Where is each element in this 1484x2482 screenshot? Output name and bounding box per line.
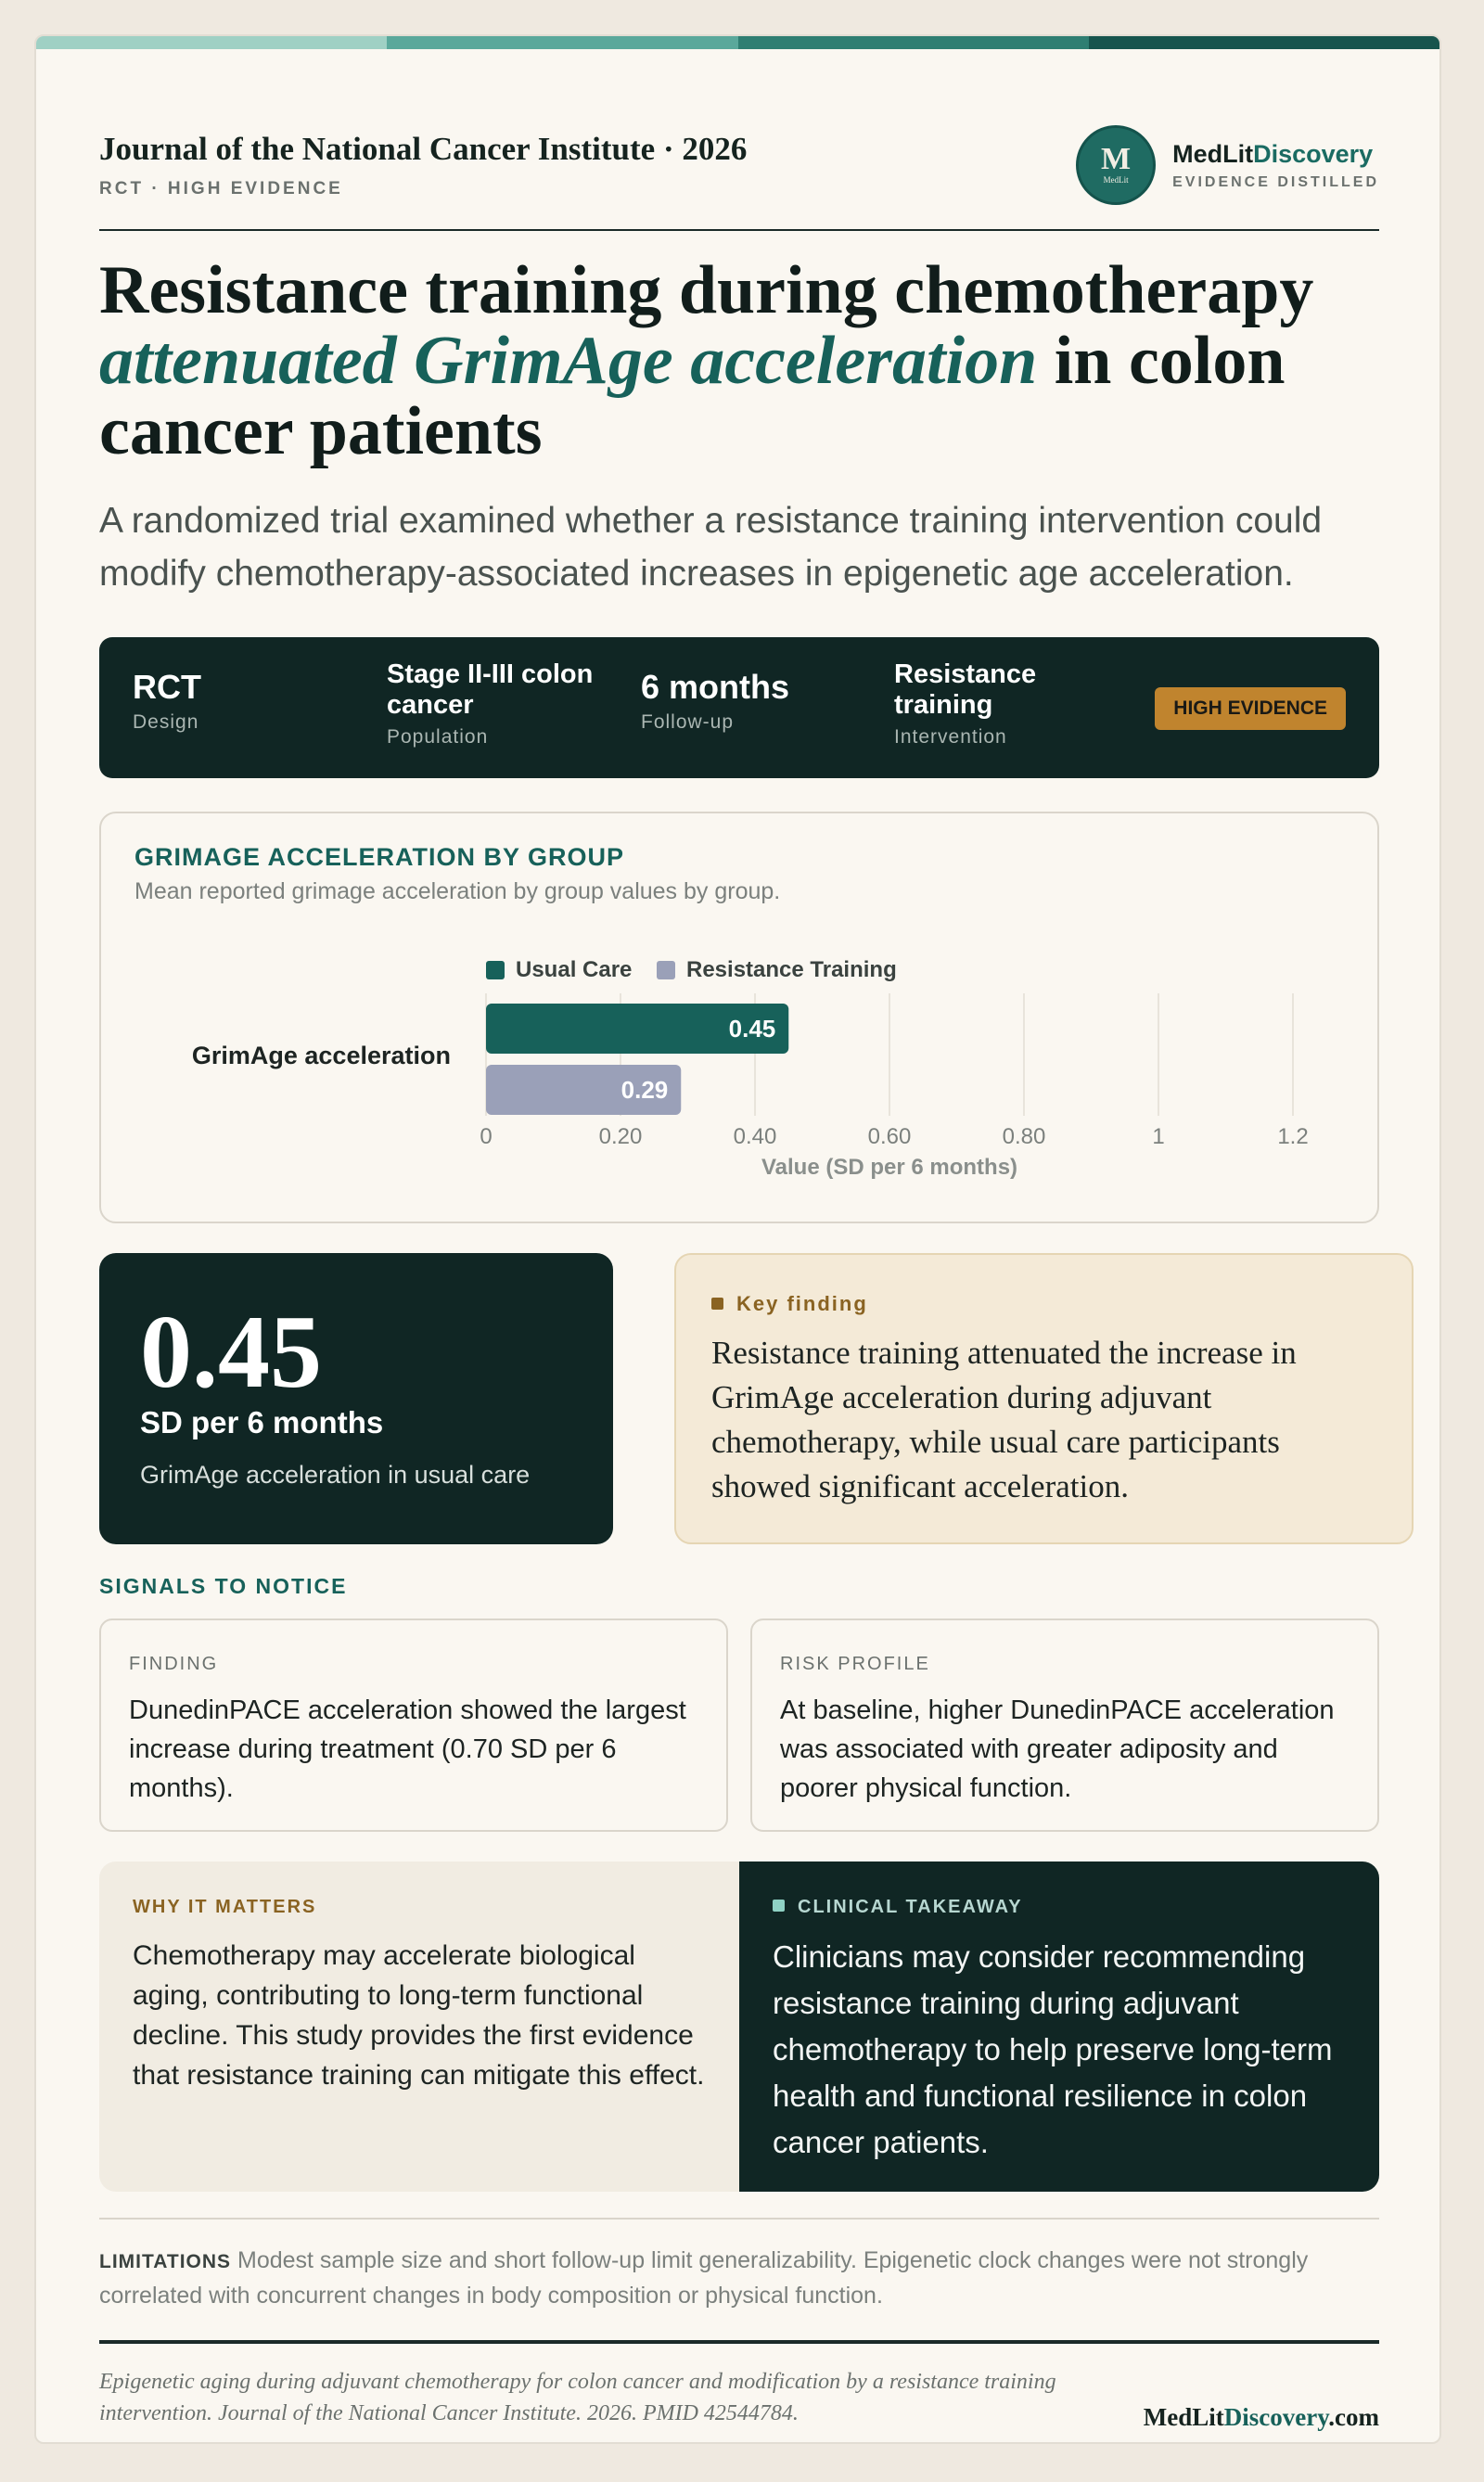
signals-heading: SIGNALS TO NOTICE bbox=[99, 1574, 348, 1598]
signal-card-risk-profile bbox=[750, 1618, 1379, 1832]
logo-letter: M bbox=[1101, 142, 1132, 176]
brand-subtitle: EVIDENCE DISTILLED bbox=[1172, 173, 1379, 190]
chart-title: GRIMAGE ACCELERATION BY GROUP bbox=[134, 843, 625, 871]
infographic-card bbox=[34, 34, 1441, 2444]
meta-followup-label: Follow-up bbox=[641, 711, 735, 733]
limitations-label: LIMITATIONS bbox=[99, 2251, 232, 2272]
stat-card bbox=[99, 1253, 613, 1544]
legend-label: Resistance Training bbox=[686, 957, 897, 982]
why-takeaway-panel bbox=[99, 1862, 1379, 2192]
footer-brand-c: .com bbox=[1328, 2403, 1379, 2431]
study-meta-bar bbox=[99, 637, 1379, 778]
meta-population-label: Population bbox=[387, 726, 489, 748]
x-axis-label: Value (SD per 6 months) bbox=[761, 1155, 1018, 1180]
signal-label: FINDING bbox=[129, 1654, 219, 1674]
medlit-logo-icon bbox=[1076, 125, 1156, 205]
key-finding-card bbox=[674, 1253, 1414, 1544]
footer-brand bbox=[1144, 2403, 1379, 2432]
footer-brand-a: MedLit bbox=[1143, 2403, 1224, 2431]
topbar-segment-4 bbox=[1089, 36, 1439, 49]
x-tick-label: 0.60 bbox=[867, 1124, 912, 1149]
meta-intervention bbox=[894, 659, 1107, 748]
journal-name: Journal of the National Cancer Institute · 2026 bbox=[99, 131, 748, 167]
top-color-bar bbox=[36, 36, 1439, 49]
brand-name bbox=[1172, 140, 1379, 169]
meta-followup bbox=[641, 659, 873, 734]
citation: Epigenetic aging during adjuvant chemotherapy for colon cancer and modification by a resistance training intervention. Journal of the National Cancer Institute. 2026. PMID 42544784. bbox=[99, 2370, 1056, 2425]
headline bbox=[99, 252, 1379, 469]
bar-data-label: 0.29 bbox=[620, 1076, 669, 1104]
signal-text: At baseline, higher DunedinPACE acceleration was associated with greater adiposity and poorer physical function. bbox=[780, 1695, 1335, 1803]
limitations-text: Modest sample size and short follow-up limit generalizability. Epigenetic clock changes were not strongly correlated with concurrent changes in body composition or physical function. bbox=[99, 2247, 1309, 2309]
limitations bbox=[99, 2218, 1379, 2312]
x-tick-label: 0.20 bbox=[598, 1124, 643, 1149]
header bbox=[99, 92, 1379, 231]
meta-design-value: RCT bbox=[133, 668, 201, 706]
headline-part-2: in colon cancer patients bbox=[99, 323, 1286, 469]
meta-intervention-value: Resistance training bbox=[894, 659, 1037, 720]
evidence-tagline: RCT · HIGH EVIDENCE bbox=[99, 179, 343, 198]
signal-label: RISK PROFILE bbox=[780, 1654, 930, 1674]
key-finding-text: Resistance training attenuated the increase in GrimAge acceleration during adjuvant chemotherapy, while usual care participants showed significant acceleration. bbox=[711, 1335, 1297, 1504]
evidence-badge: HIGH EVIDENCE bbox=[1155, 687, 1346, 730]
subtitle: A randomized trial examined whether a resistance training intervention could modify chemotherapy-associated increases in epigenetic age acceleration. bbox=[99, 501, 1323, 594]
why-text: Chemotherapy may accelerate biological aging, contributing to long-term functional decline. This study provides the first evidence that resistance training can mitigate this effect. bbox=[133, 1940, 705, 2091]
takeaway-label: CLINICAL TAKEAWAY bbox=[773, 1897, 1023, 1918]
legend-swatch bbox=[486, 961, 505, 979]
why-label: WHY IT MATTERS bbox=[133, 1897, 317, 1917]
key-finding-label: Key finding bbox=[711, 1292, 868, 1316]
x-tick-label: 0.80 bbox=[1002, 1124, 1046, 1149]
topbar-segment-1 bbox=[36, 36, 387, 49]
stat-value: 0.45 bbox=[140, 1295, 322, 1410]
clinical-takeaway bbox=[739, 1862, 1379, 2192]
meta-followup-value: 6 months bbox=[641, 668, 790, 706]
footer bbox=[99, 2340, 1379, 2433]
topbar-segment-2 bbox=[387, 36, 737, 49]
why-it-matters bbox=[99, 1862, 739, 2192]
meta-design bbox=[133, 659, 365, 734]
stat-unit: SD per 6 months bbox=[140, 1405, 384, 1439]
x-tick-label: 0 bbox=[480, 1124, 493, 1149]
brand-block bbox=[1076, 125, 1379, 205]
legend-swatch bbox=[657, 961, 675, 979]
logo-small-text: MedLit bbox=[1103, 175, 1129, 185]
chart-subtitle: Mean reported grimage acceleration by group values by group. bbox=[134, 878, 781, 904]
headline-part-1: Resistance training during chemotherapy bbox=[99, 252, 1314, 328]
stat-description: GrimAge acceleration in usual care bbox=[140, 1461, 531, 1489]
x-tick-label: 1 bbox=[1152, 1124, 1165, 1149]
brand-name-b: Discovery bbox=[1253, 139, 1374, 168]
brand-name-a: MedLit bbox=[1172, 139, 1254, 168]
x-tick-label: 0.40 bbox=[733, 1124, 777, 1149]
meta-intervention-label: Intervention bbox=[894, 726, 1007, 748]
category-label: GrimAge acceleration bbox=[191, 1042, 451, 1069]
footer-brand-b: Discovery bbox=[1223, 2403, 1329, 2431]
bar-data-label: 0.45 bbox=[728, 1015, 776, 1043]
takeaway-text: Clinicians may consider recommending resistance training during adjuvant chemotherapy to help preserve long-term health and functional resilience in colon cancer patients. bbox=[773, 1939, 1333, 2159]
x-tick-label: 1.2 bbox=[1277, 1124, 1309, 1149]
bar-chart bbox=[101, 813, 1377, 1222]
signal-text: DunedinPACE acceleration showed the largest increase during treatment (0.70 SD per 6 months). bbox=[129, 1695, 686, 1803]
signal-card-finding bbox=[99, 1618, 728, 1832]
chart-panel bbox=[99, 812, 1379, 1223]
headline-highlight: attenuated GrimAge acceleration bbox=[99, 323, 1038, 399]
topbar-segment-3 bbox=[738, 36, 1089, 49]
meta-population-value: Stage II-III colon cancer bbox=[387, 659, 594, 720]
meta-design-label: Design bbox=[133, 711, 199, 733]
legend-label: Usual Care bbox=[516, 957, 633, 982]
meta-population bbox=[387, 659, 619, 748]
